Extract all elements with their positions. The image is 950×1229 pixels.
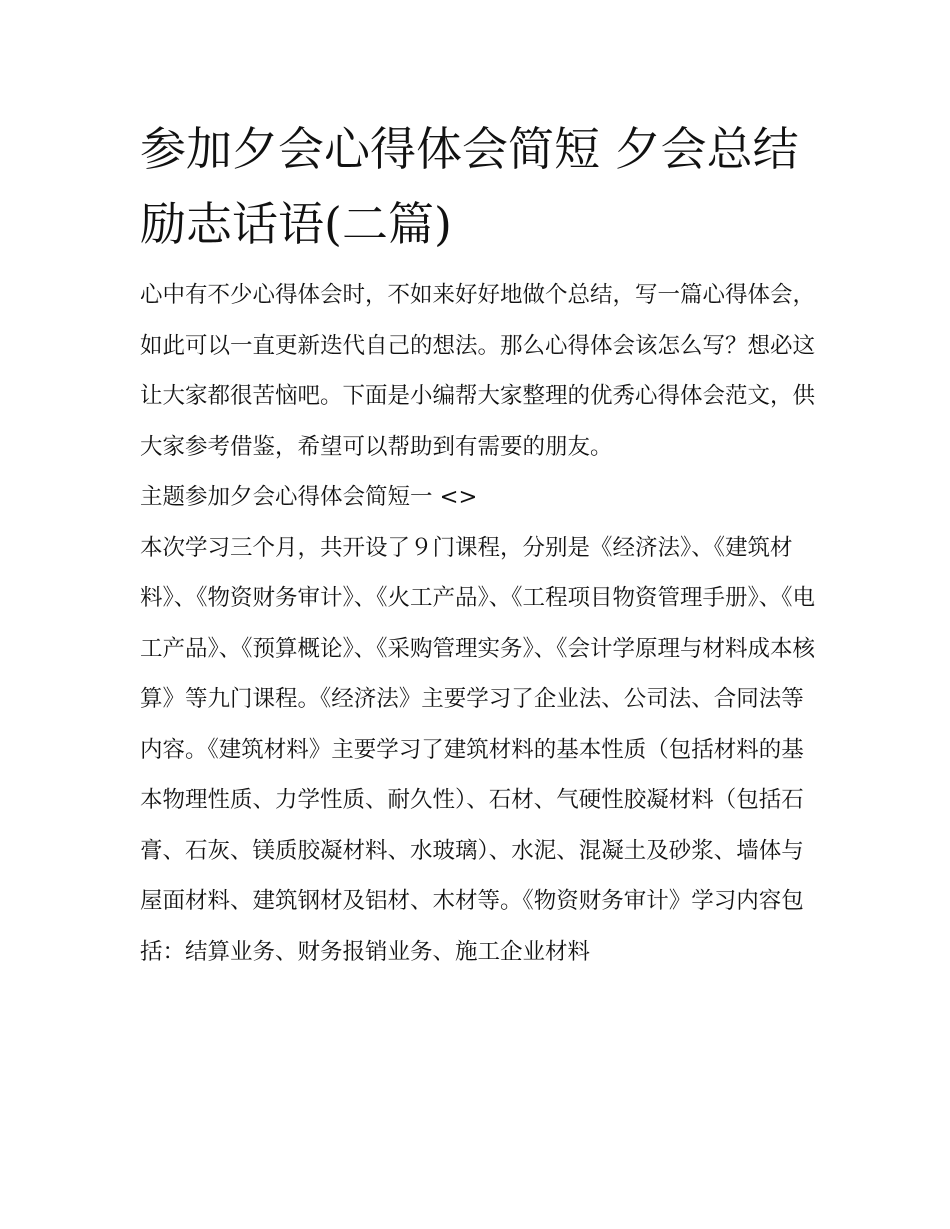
intro-paragraph: 心中有不少心得体会时，不如来好好地做个总结，写一篇心得体会，如此可以一直更新迭代自己的想法。那么心得体会该怎么写？想必这让大家都很苦恼吧。下面是小编帮大家整理的优秀心得体会范文，供大家参考借鉴，希望可以帮助到有需要的朋友。 bbox=[140, 282, 816, 460]
document-title: 参加夕会心得体会简短 夕会总结励志话语(二篇) bbox=[140, 122, 799, 251]
document-content bbox=[140, 112, 820, 977]
section-heading: 主题参加夕会心得体会简短一 <> bbox=[140, 484, 478, 510]
body-paragraph: 本次学习三个月，共开设了９门课程，分别是《经济法》、《建筑材料》、《物资财务审计》、《火工产品》、《工程项目物资管理手册》、《电工产品》、《预算概论》、《采购管理实务》、《会计学原理与材料成本核算》等九门课程。《经济法》主要学习了企业法、公司法、合同法等内容。《建筑材料》主要学习了建筑材料的基本性质（包括材料的基本物理性质、力学性质、耐久性）、石材、气硬性胶凝材料（包括石膏、石灰、镁质胶凝材料、水玻璃）、水泥、混凝土及砂浆、墙体与屋面材料、建筑钢材及铝材、木材等。《物资财务审计》学习内容包括：结算业务、财务报销业务、施工企业材料 bbox=[140, 534, 816, 965]
